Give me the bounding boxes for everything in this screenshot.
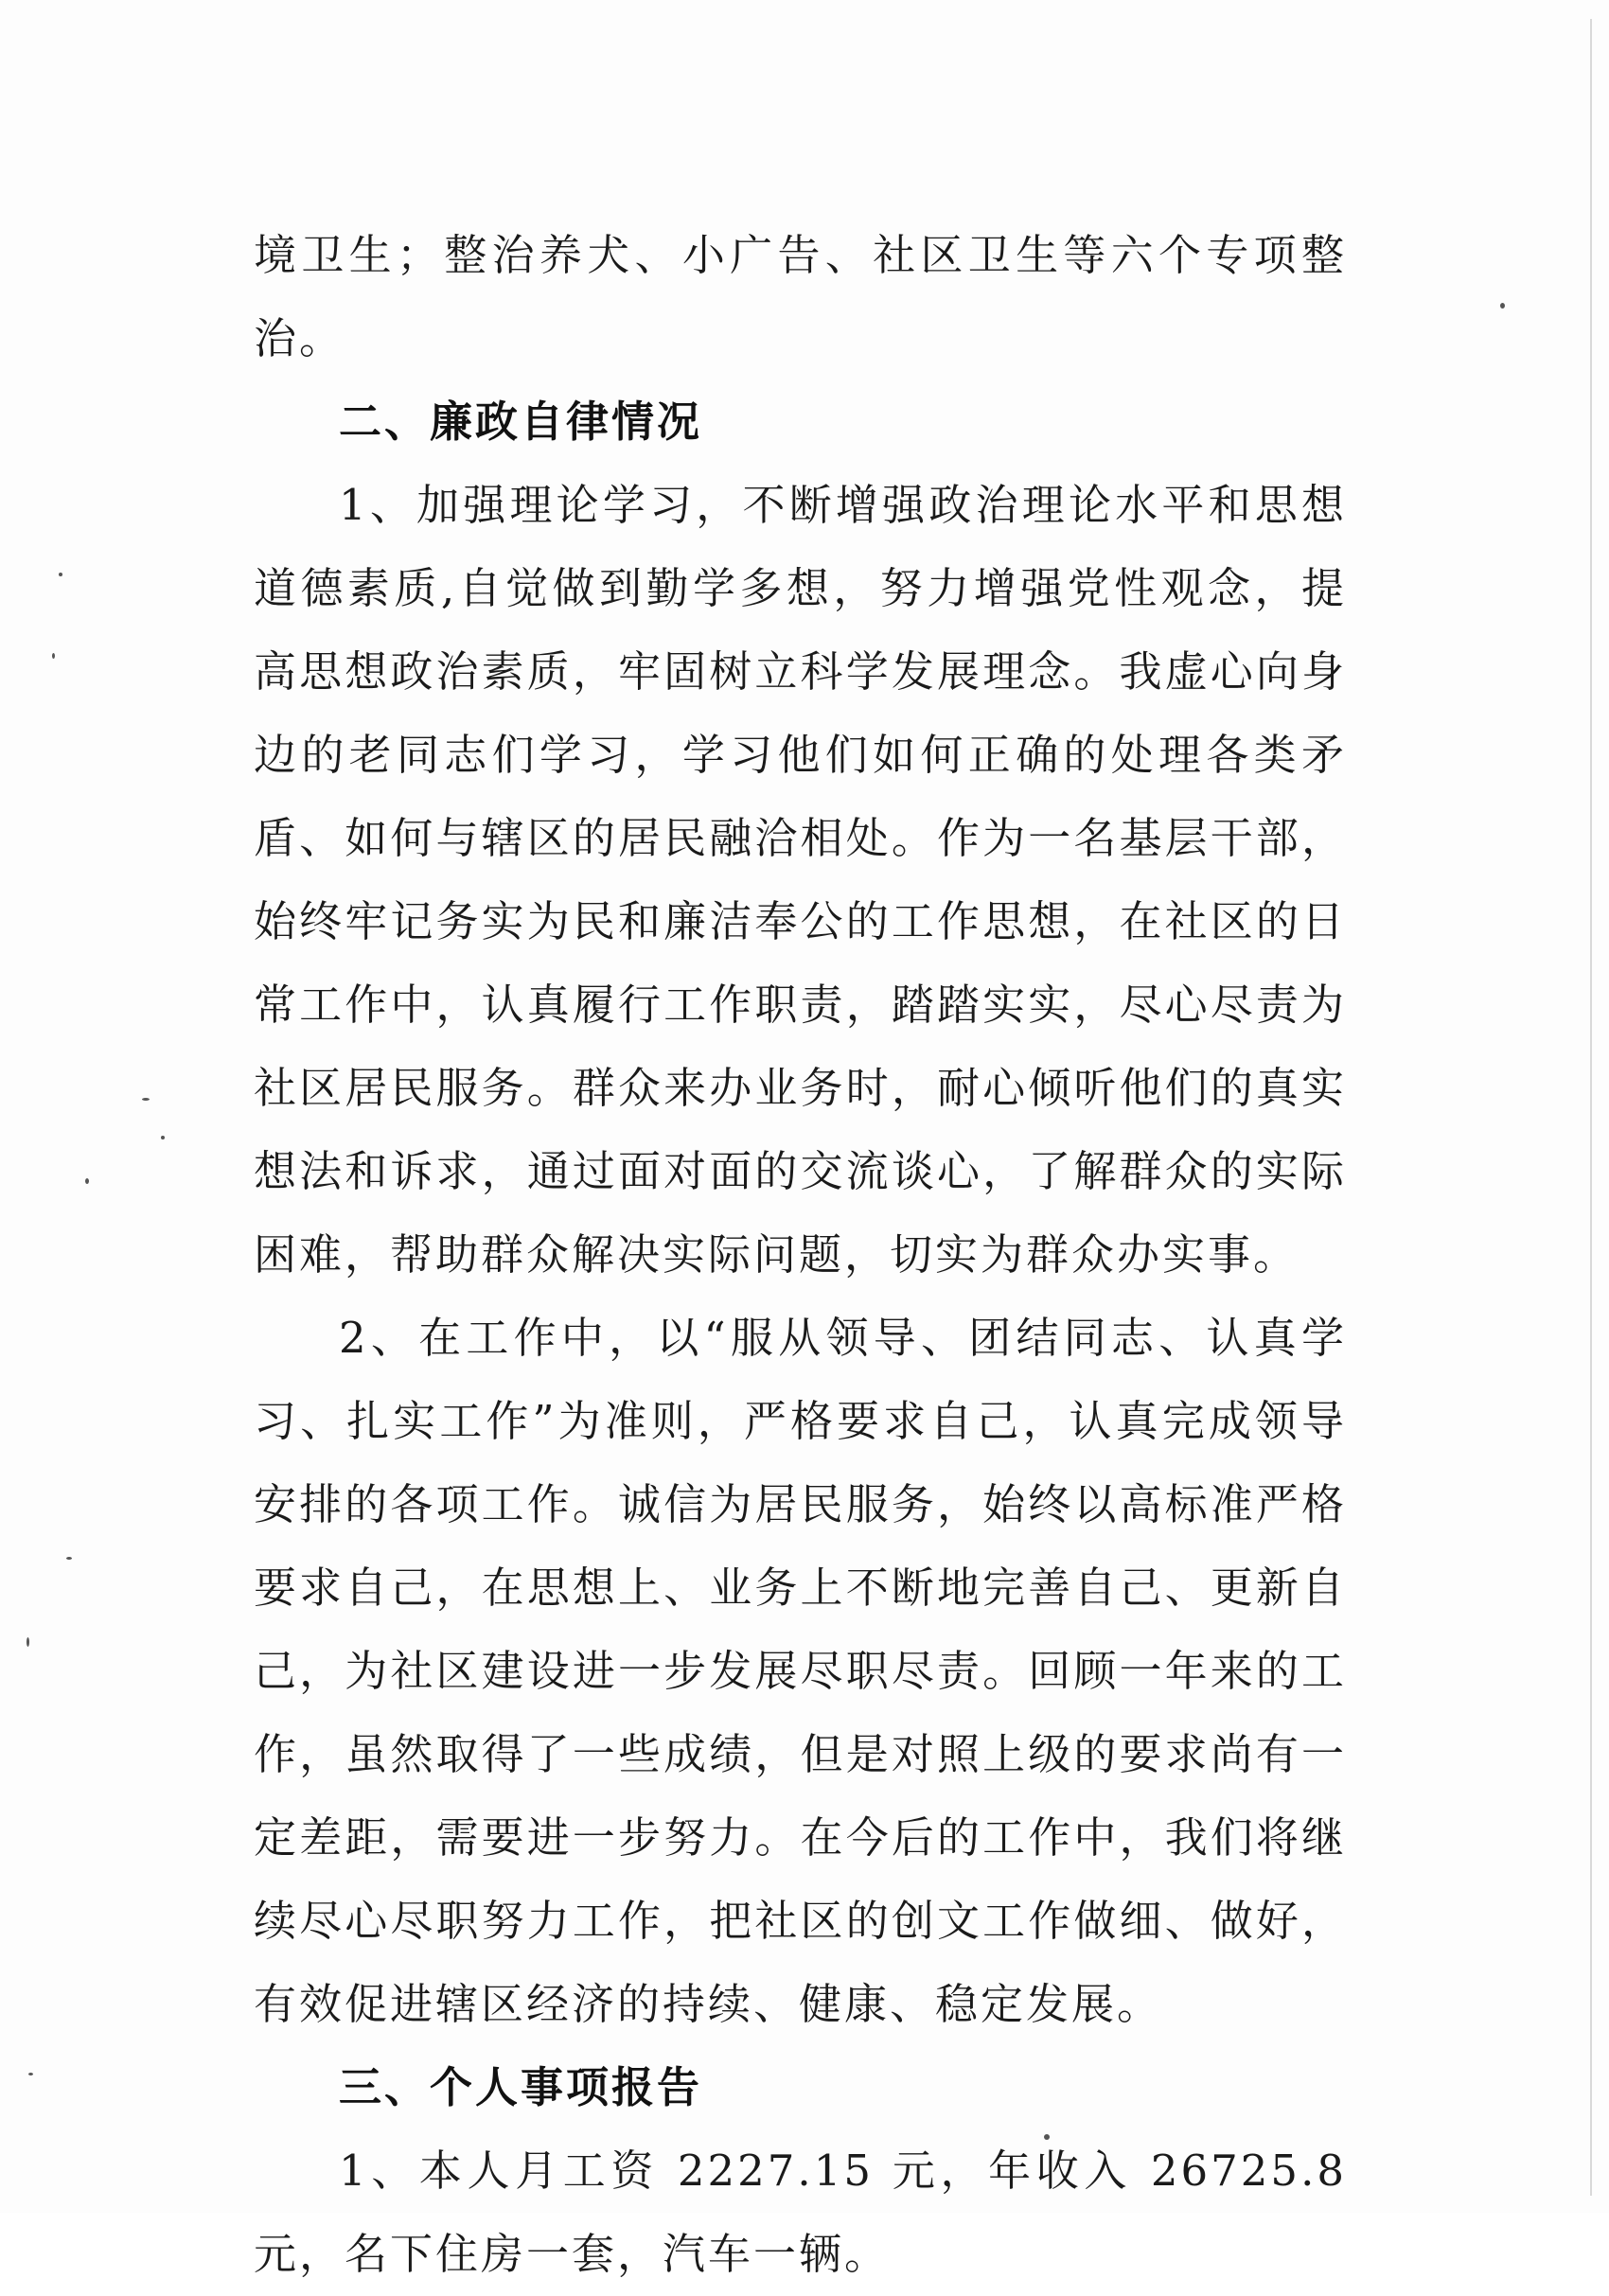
scan-speck	[85, 1178, 89, 1184]
scan-speck	[59, 573, 62, 576]
scan-speck	[66, 1557, 72, 1560]
scan-speck	[52, 653, 55, 659]
scan-speck	[161, 1136, 165, 1139]
scan-speck	[28, 2073, 33, 2075]
paragraph-3-1: 1、本人月工资 2227.15 元，年收入 26725.8 元，名下住房一套，汽车一辆。	[254, 2146, 1347, 2279]
section-heading-2: 二、廉政自律情况	[339, 397, 703, 447]
scan-speck	[27, 1637, 29, 1647]
paragraph-2-1: 1、加强理论学习，不断增强政治理论水平和思想道德素质,自觉做到勤学多想，努力增强党性观念，提高思想政治素质，牢固树立科学发展理念。我虚心向身边的老同志们学习，学习他们如何正确的处理各类矛盾、如何与辖区的居民融洽相处。作为一名基层干部，始终牢记务实为民和廉洁奉公的工作思想，在社区的日常工作中，认真履行工作职责，踏踏实实，尽心尽责为社区居民服务。群众来办业务时，耐心倾听他们的真实想法和诉求，通过面对面的交流谈心，了解群众的实际困难，帮助群众解决实际问题，切实为群众办实事。	[254, 480, 1347, 1280]
page-edge-line	[1590, 19, 1592, 2196]
section-heading-3: 三、个人事项报告	[339, 2062, 703, 2112]
continuation-paragraph: 境卫生；整治养犬、小广告、社区卫生等六个专项整治。	[254, 230, 1347, 363]
document-body	[254, 214, 1347, 2296]
scan-speck	[1500, 303, 1505, 309]
scan-speck	[142, 1098, 150, 1101]
paragraph-2-2: 2、在工作中，以“服从领导、团结同志、认真学习、扎实工作”为准则，严格要求自己，认真完成领导安排的各项工作。诚信为居民服务，始终以高标准严格要求自己，在思想上、业务上不断地完善自己、更新自己，为社区建设进一步发展尽职尽责。回顾一年来的工作，虽然取得了一些成绩，但是对照上级的要求尚有一定差距，需要进一步努力。在今后的工作中，我们将继续尽心尽职努力工作，把社区的创文工作做细、做好，有效促进辖区经济的持续、健康、稳定发展。	[254, 1313, 1347, 2029]
